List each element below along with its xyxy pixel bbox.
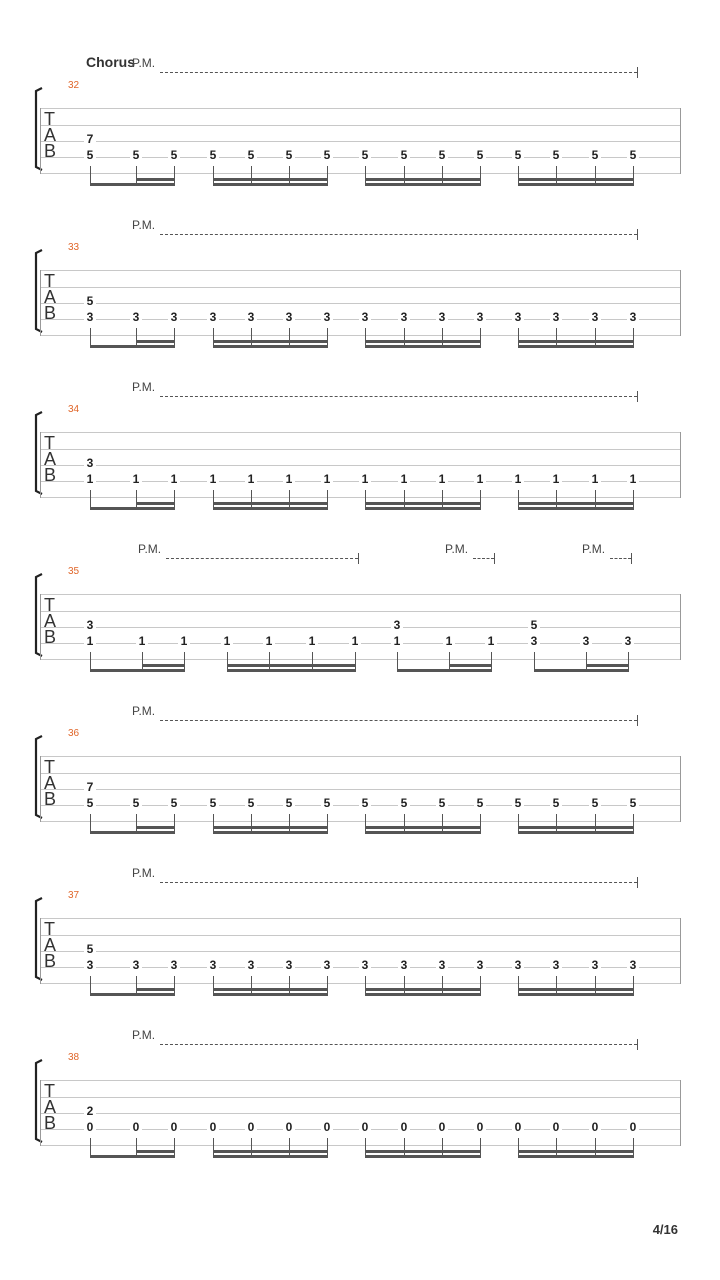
fret-number: 5 [84, 295, 96, 307]
palm-mute-dashed-line [160, 72, 637, 73]
beam [213, 507, 328, 510]
fret-number: 1 [550, 473, 562, 485]
beam [365, 831, 481, 834]
beam-secondary [227, 664, 356, 667]
staff-line [40, 125, 681, 126]
tab-staff [0, 1028, 720, 1190]
palm-mute-label: P.M. [132, 380, 156, 394]
fret-number: 5 [436, 797, 448, 809]
fret-number: 1 [221, 635, 233, 647]
fret-number: 5 [589, 149, 601, 161]
palm-mute-label: P.M. [138, 542, 162, 556]
fret-number: 3 [321, 959, 333, 971]
palm-mute-label: P.M. [132, 1028, 156, 1042]
tab-staff [0, 218, 720, 380]
fret-number: 3 [550, 311, 562, 323]
fret-number: 3 [580, 635, 592, 647]
beam-secondary [518, 502, 634, 505]
beam [518, 345, 634, 348]
fret-number: 5 [84, 943, 96, 955]
fret-number: 0 [283, 1121, 295, 1133]
beam-secondary [213, 502, 328, 505]
fret-number: 1 [207, 473, 219, 485]
fret-number: 3 [550, 959, 562, 971]
fret-number: 0 [84, 1121, 96, 1133]
fret-number: 1 [485, 635, 497, 647]
beam [90, 183, 175, 186]
tab-clef-letter: T [44, 433, 55, 453]
palm-mute-dashed-line [473, 558, 494, 559]
palm-mute-dashed-line [160, 882, 637, 883]
beam-secondary [518, 178, 634, 181]
fret-number: 3 [622, 635, 634, 647]
beam [365, 507, 481, 510]
beam-secondary [136, 826, 175, 829]
fret-number: 3 [207, 959, 219, 971]
tab-clef-letter: T [44, 595, 55, 615]
fret-number: 1 [474, 473, 486, 485]
palm-mute-end-mark [637, 229, 638, 240]
fret-number: 5 [627, 149, 639, 161]
fret-number: 3 [359, 311, 371, 323]
beam-secondary [518, 988, 634, 991]
fret-number: 3 [283, 959, 295, 971]
palm-mute-label: P.M. [132, 704, 156, 718]
fret-number: 2 [84, 1105, 96, 1117]
fret-number: 1 [178, 635, 190, 647]
tab-staff [0, 380, 720, 542]
fret-number: 3 [474, 311, 486, 323]
palm-mute-dashed-line [160, 396, 637, 397]
staff-line [40, 1080, 681, 1081]
staff-line [40, 108, 681, 109]
staff-line [40, 287, 681, 288]
palm-mute-end-mark [358, 553, 359, 564]
fret-number: 0 [474, 1121, 486, 1133]
fret-number: 0 [207, 1121, 219, 1133]
bar-line [680, 1080, 681, 1146]
fret-number: 3 [391, 619, 403, 631]
fret-number: 1 [627, 473, 639, 485]
fret-number: 1 [283, 473, 295, 485]
fret-number: 5 [550, 149, 562, 161]
measure-number: 32 [68, 80, 80, 91]
fret-number: 1 [168, 473, 180, 485]
beam [518, 993, 634, 996]
bar-line [680, 432, 681, 498]
fret-number: 3 [207, 311, 219, 323]
bar-line [40, 918, 41, 984]
fret-number: 0 [321, 1121, 333, 1133]
fret-number: 7 [84, 781, 96, 793]
fret-number: 0 [589, 1121, 601, 1133]
staff-line [40, 789, 681, 790]
staff-line [40, 449, 681, 450]
palm-mute-dashed-line [610, 558, 631, 559]
tab-clef-letter: A [44, 125, 57, 145]
staff-line [40, 627, 681, 628]
palm-mute-dashed-line [160, 234, 637, 235]
tab-clef-letter: B [44, 465, 57, 485]
beam-secondary [365, 340, 481, 343]
fret-number: 1 [306, 635, 318, 647]
tab-staff [0, 56, 720, 218]
tab-clef-letter: B [44, 627, 57, 647]
fret-number: 5 [130, 797, 142, 809]
fret-number: 5 [84, 797, 96, 809]
fret-number: 3 [627, 311, 639, 323]
beam [90, 831, 175, 834]
tab-clef-letter: T [44, 919, 55, 939]
fret-number: 3 [512, 311, 524, 323]
fret-number: 0 [398, 1121, 410, 1133]
bar-line [680, 270, 681, 336]
fret-number: 3 [436, 959, 448, 971]
fret-number: 0 [550, 1121, 562, 1133]
fret-number: 5 [283, 797, 295, 809]
fret-number: 5 [474, 149, 486, 161]
fret-number: 3 [283, 311, 295, 323]
tab-clef-letter: A [44, 935, 57, 955]
beam-secondary [213, 1150, 328, 1153]
fret-number: 3 [528, 635, 540, 647]
fret-number: 1 [512, 473, 524, 485]
fret-number: 0 [245, 1121, 257, 1133]
fret-number: 5 [398, 797, 410, 809]
bar-line [40, 432, 41, 498]
measure-number: 38 [68, 1052, 80, 1063]
beam [213, 183, 328, 186]
beam [213, 993, 328, 996]
palm-mute-dashed-line [166, 558, 358, 559]
staff-line [40, 1097, 681, 1098]
tab-clef-letter: T [44, 1081, 55, 1101]
fret-number: 3 [245, 311, 257, 323]
staff-line [40, 432, 681, 433]
fret-number: 3 [245, 959, 257, 971]
fret-number: 3 [512, 959, 524, 971]
measure-number: 36 [68, 728, 80, 739]
staff-brace [34, 897, 43, 981]
beam-secondary [136, 502, 175, 505]
fret-number: 3 [398, 959, 410, 971]
staff-brace [34, 411, 43, 495]
fret-number: 1 [130, 473, 142, 485]
page-number: 4/16 [652, 1222, 678, 1237]
fret-number: 0 [627, 1121, 639, 1133]
beam-secondary [213, 178, 328, 181]
beam [90, 507, 175, 510]
staff-line [40, 951, 681, 952]
beam-secondary [518, 340, 634, 343]
beam [90, 993, 175, 996]
fret-number: 3 [627, 959, 639, 971]
fret-number: 3 [130, 959, 142, 971]
bar-line [40, 594, 41, 660]
palm-mute-end-mark [637, 67, 638, 78]
fret-number: 1 [321, 473, 333, 485]
fret-number: 1 [263, 635, 275, 647]
tab-clef-letter: B [44, 951, 57, 971]
beam [213, 345, 328, 348]
palm-mute-label: P.M. [132, 218, 156, 232]
palm-mute-dashed-line [160, 1044, 637, 1045]
beam-secondary [365, 178, 481, 181]
section-label: Chorus [86, 54, 135, 70]
beam [365, 993, 481, 996]
fret-number: 5 [84, 149, 96, 161]
fret-number: 5 [321, 797, 333, 809]
beam [534, 669, 629, 672]
fret-number: 3 [589, 959, 601, 971]
fret-number: 3 [84, 457, 96, 469]
fret-number: 3 [84, 311, 96, 323]
fret-number: 7 [84, 133, 96, 145]
fret-number: 5 [512, 149, 524, 161]
palm-mute-end-mark [637, 877, 638, 888]
beam-secondary [136, 340, 175, 343]
measure-number: 37 [68, 890, 80, 901]
beam-secondary [365, 502, 481, 505]
fret-number: 5 [130, 149, 142, 161]
fret-number: 0 [130, 1121, 142, 1133]
tab-clef-letter: A [44, 611, 57, 631]
beam [90, 345, 175, 348]
fret-number: 5 [283, 149, 295, 161]
beam-secondary [213, 988, 328, 991]
measure-number: 35 [68, 566, 80, 577]
fret-number: 5 [474, 797, 486, 809]
staff-brace [34, 249, 43, 333]
fret-number: 1 [245, 473, 257, 485]
beam-secondary [136, 1150, 175, 1153]
staff-line [40, 918, 681, 919]
fret-number: 1 [436, 473, 448, 485]
fret-number: 1 [398, 473, 410, 485]
fret-number: 5 [359, 797, 371, 809]
fret-number: 3 [130, 311, 142, 323]
tab-clef-letter: A [44, 1097, 57, 1117]
fret-number: 1 [359, 473, 371, 485]
fret-number: 5 [207, 149, 219, 161]
beam [397, 669, 492, 672]
staff-line [40, 465, 681, 466]
fret-number: 5 [168, 797, 180, 809]
bar-line [680, 918, 681, 984]
fret-number: 3 [84, 959, 96, 971]
fret-number: 3 [168, 959, 180, 971]
bar-line [40, 108, 41, 174]
fret-number: 3 [398, 311, 410, 323]
fret-number: 5 [528, 619, 540, 631]
beam [90, 1155, 175, 1158]
fret-number: 1 [589, 473, 601, 485]
fret-number: 1 [84, 473, 96, 485]
tab-staff [0, 866, 720, 1028]
fret-number: 3 [589, 311, 601, 323]
beam-secondary [518, 826, 634, 829]
fret-number: 3 [84, 619, 96, 631]
beam [365, 183, 481, 186]
beam-secondary [365, 988, 481, 991]
beam [518, 183, 634, 186]
beam-secondary [586, 664, 629, 667]
measure-number: 34 [68, 404, 80, 415]
beam-secondary [518, 1150, 634, 1153]
fret-number: 5 [168, 149, 180, 161]
tab-clef-letter: T [44, 109, 55, 129]
tab-clef-letter: A [44, 287, 57, 307]
fret-number: 5 [550, 797, 562, 809]
tab-staff [0, 542, 720, 704]
palm-mute-end-mark [637, 1039, 638, 1050]
fret-number: 3 [321, 311, 333, 323]
fret-number: 3 [168, 311, 180, 323]
fret-number: 1 [349, 635, 361, 647]
bar-line [680, 594, 681, 660]
tab-clef-letter: B [44, 1113, 57, 1133]
tab-clef-letter: T [44, 271, 55, 291]
beam [90, 669, 185, 672]
fret-number: 5 [627, 797, 639, 809]
beam-secondary [449, 664, 492, 667]
palm-mute-label: P.M. [445, 542, 469, 556]
palm-mute-end-mark [494, 553, 495, 564]
staff-line [40, 270, 681, 271]
staff-brace [34, 735, 43, 819]
palm-mute-label: P.M. [132, 866, 156, 880]
beam [518, 507, 634, 510]
tab-clef-letter: A [44, 449, 57, 469]
beam [365, 345, 481, 348]
palm-mute-dashed-line [160, 720, 637, 721]
beam-secondary [136, 178, 175, 181]
bar-line [40, 1080, 41, 1146]
fret-number: 0 [512, 1121, 524, 1133]
staff-line [40, 141, 681, 142]
palm-mute-label: P.M. [132, 56, 156, 70]
fret-number: 3 [359, 959, 371, 971]
staff-brace [34, 573, 43, 657]
fret-number: 5 [436, 149, 448, 161]
palm-mute-end-mark [637, 715, 638, 726]
fret-number: 5 [589, 797, 601, 809]
beam-secondary [365, 1150, 481, 1153]
staff-line [40, 594, 681, 595]
bar-line [40, 756, 41, 822]
beam [213, 831, 328, 834]
bar-line [40, 270, 41, 336]
tab-clef-letter: B [44, 303, 57, 323]
fret-number: 5 [245, 149, 257, 161]
tab-clef-letter: B [44, 789, 57, 809]
staff-brace [34, 87, 43, 171]
staff-line [40, 773, 681, 774]
tab-clef-letter: B [44, 141, 57, 161]
palm-mute-end-mark [637, 391, 638, 402]
beam [227, 669, 356, 672]
tab-staff [0, 704, 720, 866]
fret-number: 3 [436, 311, 448, 323]
beam-secondary [365, 826, 481, 829]
bar-line [680, 108, 681, 174]
bar-line [680, 756, 681, 822]
beam [518, 1155, 634, 1158]
fret-number: 1 [391, 635, 403, 647]
beam [518, 831, 634, 834]
tab-clef-letter: T [44, 757, 55, 777]
fret-number: 5 [512, 797, 524, 809]
staff-line [40, 303, 681, 304]
staff-brace [34, 1059, 43, 1143]
fret-number: 3 [474, 959, 486, 971]
staff-line [40, 756, 681, 757]
fret-number: 1 [84, 635, 96, 647]
beam-secondary [136, 988, 175, 991]
staff-line [40, 659, 681, 660]
fret-number: 0 [436, 1121, 448, 1133]
beam-secondary [142, 664, 185, 667]
palm-mute-end-mark [631, 553, 632, 564]
fret-number: 1 [443, 635, 455, 647]
fret-number: 5 [398, 149, 410, 161]
beam [213, 1155, 328, 1158]
staff-line [40, 611, 681, 612]
palm-mute-label: P.M. [582, 542, 606, 556]
fret-number: 5 [245, 797, 257, 809]
beam-secondary [213, 340, 328, 343]
beam-secondary [213, 826, 328, 829]
fret-number: 5 [359, 149, 371, 161]
fret-number: 0 [168, 1121, 180, 1133]
measure-number: 33 [68, 242, 80, 253]
beam [365, 1155, 481, 1158]
fret-number: 5 [207, 797, 219, 809]
tab-clef-letter: A [44, 773, 57, 793]
fret-number: 0 [359, 1121, 371, 1133]
staff-line [40, 935, 681, 936]
staff-line [40, 1113, 681, 1114]
fret-number: 1 [136, 635, 148, 647]
fret-number: 5 [321, 149, 333, 161]
